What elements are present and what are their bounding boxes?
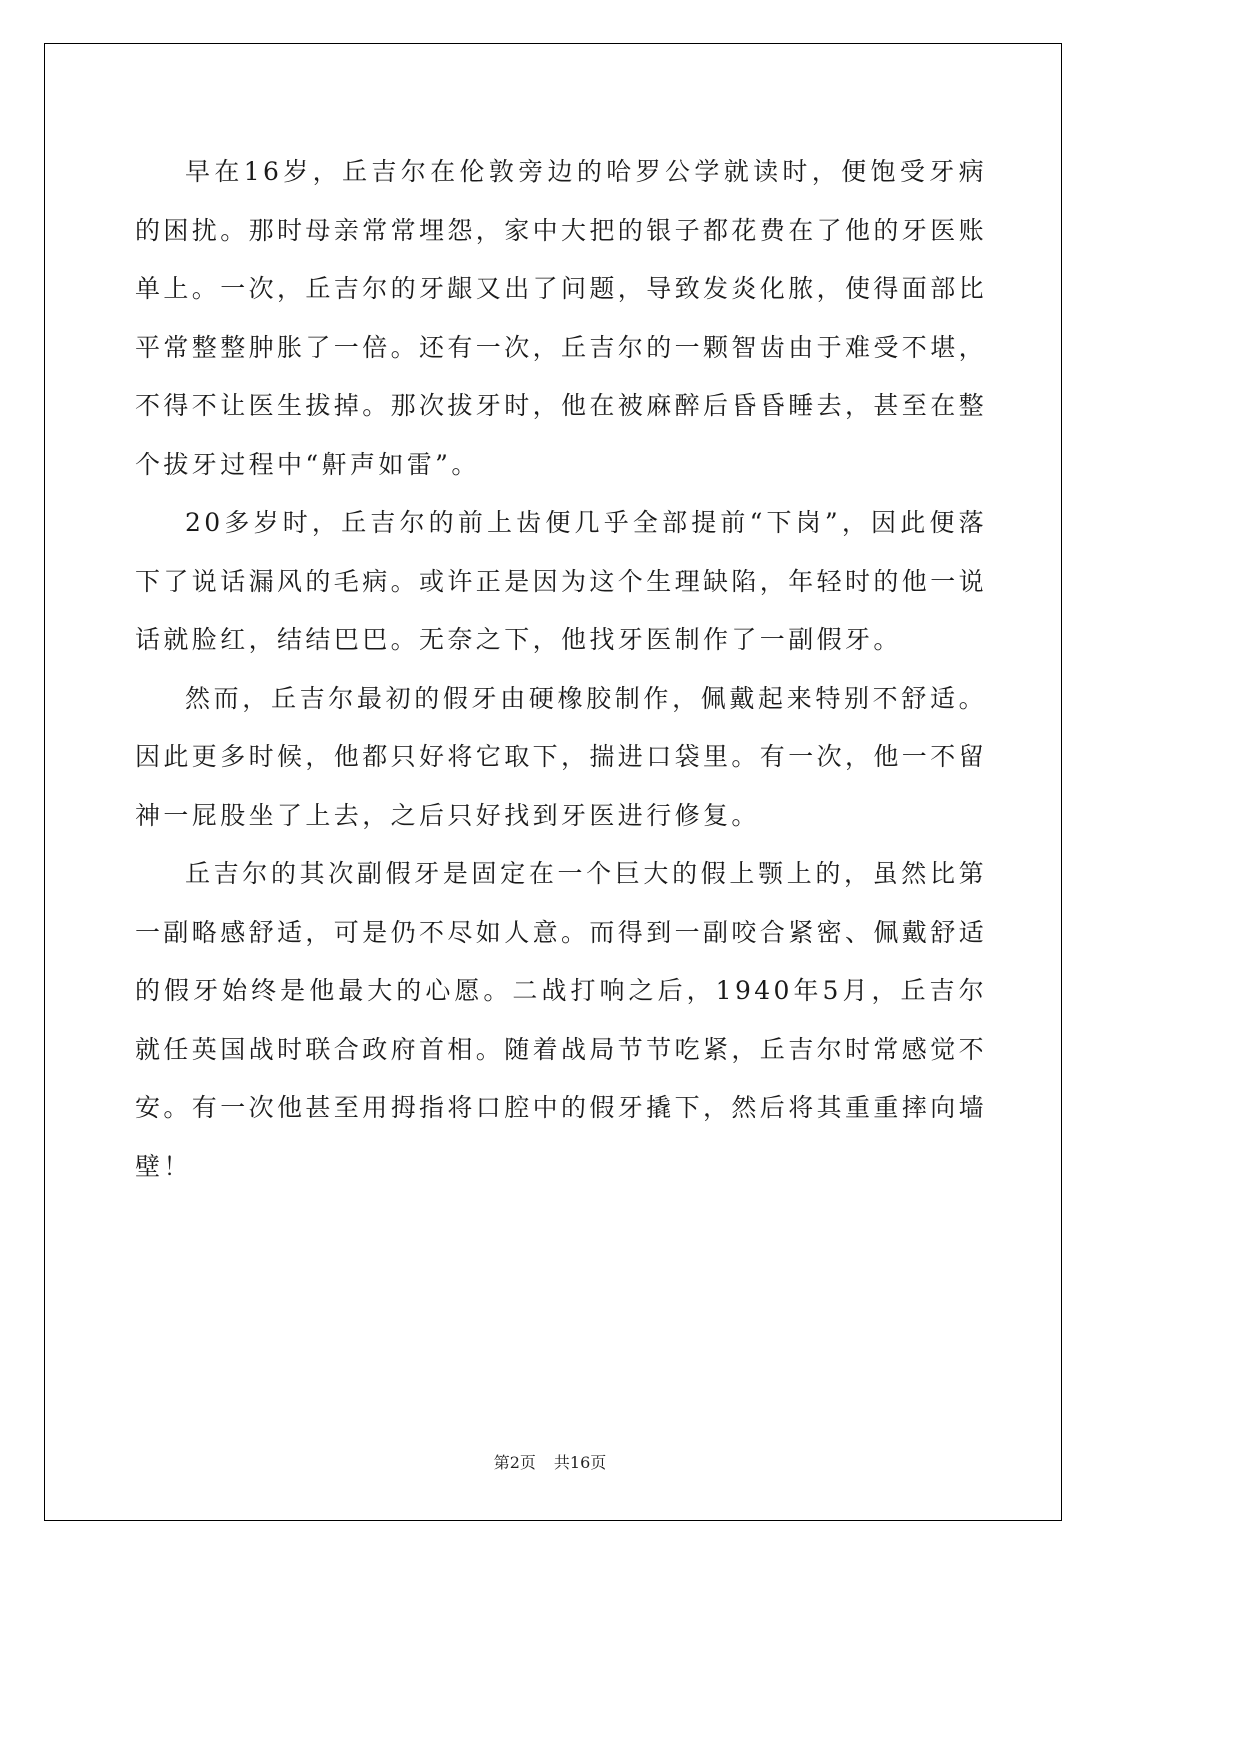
- document-body: [135, 143, 987, 1196]
- page-footer: [0, 1453, 1100, 1473]
- paragraph-1: 早在16岁，丘吉尔在伦敦旁边的哈罗公学就读时，便饱受牙病的困扰。那时母亲常常埋怨，家中大把的银子都花费在了他的牙医账单上。一次，丘吉尔的牙龈又出了问题，导致发炎化脓，使得面部比平常整整肿胀了一倍。还有一次，丘吉尔的一颗智齿由于难受不堪，不得不让医生拔掉。那次拔牙时，他在被麻醉后昏昏睡去，甚至在整个拔牙过程中“鼾声如雷”。: [135, 157, 988, 479]
- paragraph-4: 丘吉尔的其次副假牙是固定在一个巨大的假上颚上的，虽然比第一副略感舒适，可是仍不尽如人意。而得到一副咬合紧密、佩戴舒适的假牙始终是他最大的心愿。二战打响之后，1940年5月，丘吉尔就任英国战时联合政府首相。随着战局节节吃紧，丘吉尔时常感觉不安。有一次他甚至用拇指将口腔中的假牙撬下，然后将其重重摔向墙壁！: [135, 859, 988, 1181]
- paragraph-3: 然而，丘吉尔最初的假牙由硬橡胶制作，佩戴起来特别不舒适。因此更多时候，他都只好将它取下，揣进口袋里。有一次，他一不留神一屁股坐了上去，之后只好找到牙医进行修复。: [135, 683, 988, 830]
- page-total: 共16页: [553, 1453, 607, 1472]
- page-number: 第2页: [493, 1453, 536, 1472]
- paragraph-2: 20多岁时，丘吉尔的前上齿便几乎全部提前“下岗”，因此便落下了说话漏风的毛病。或许正是因为这个生理缺陷，年轻时的他一说话就脸红，结结巴巴。无奈之下，他找牙医制作了一副假牙。: [135, 508, 988, 654]
